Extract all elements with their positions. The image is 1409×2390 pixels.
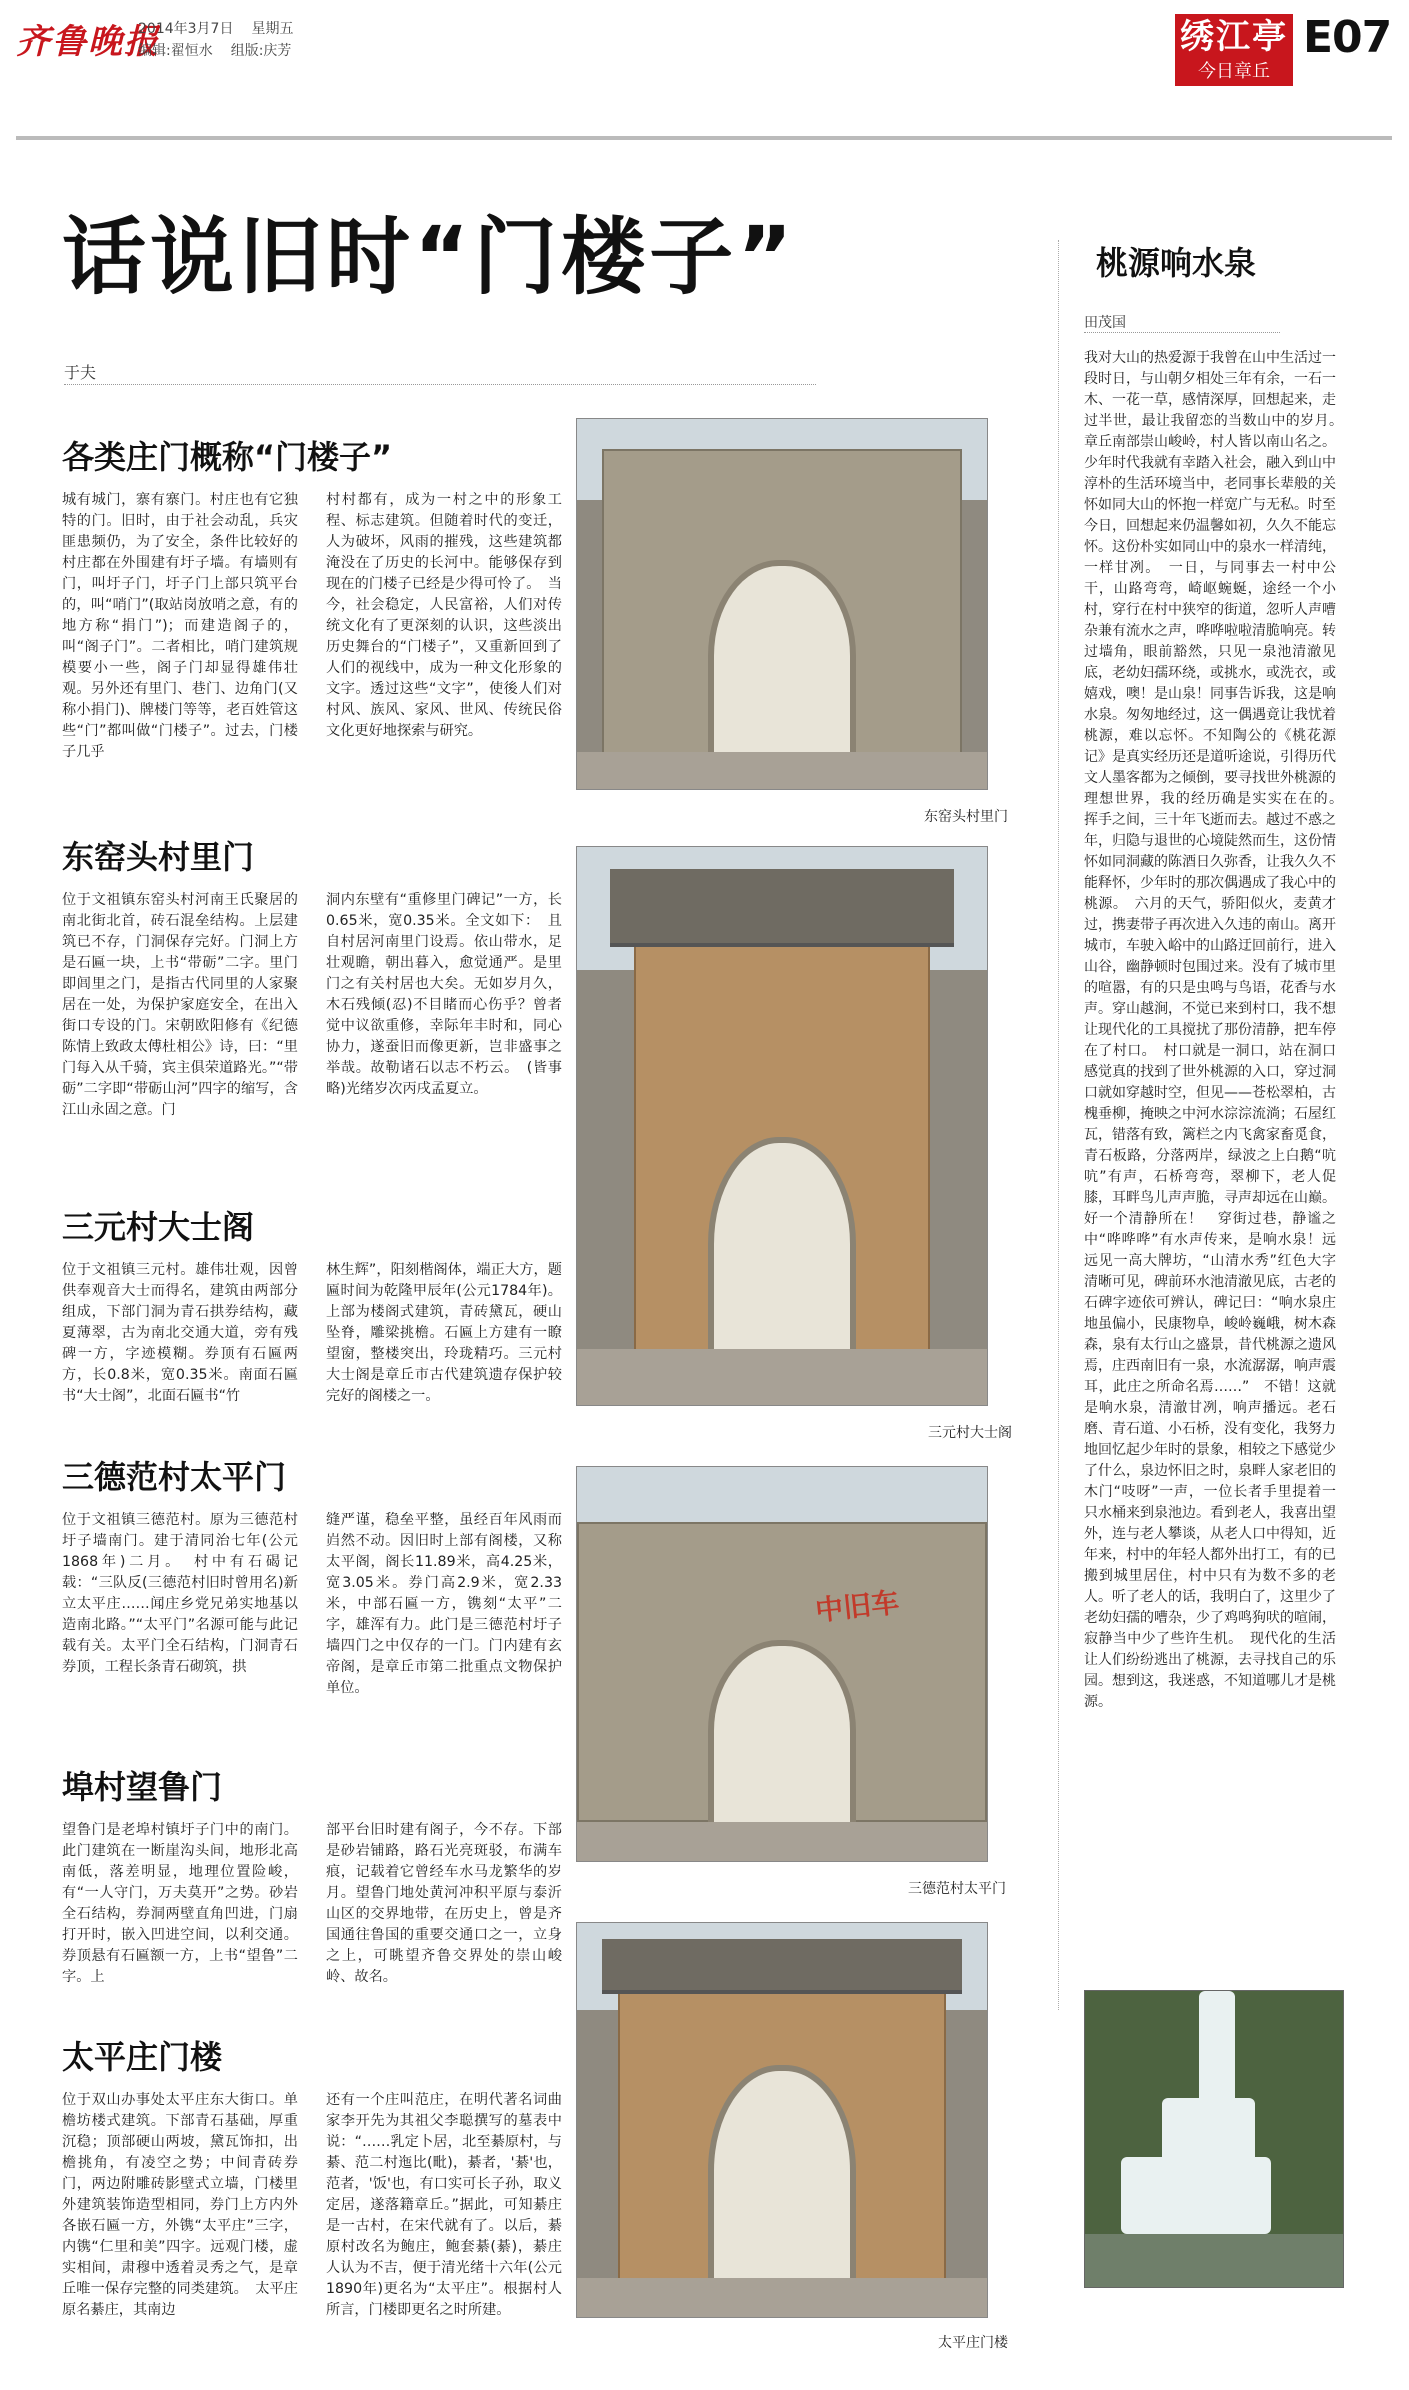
section-heading: 各类庄门概称“门楼子” [62, 438, 393, 476]
article-section [62, 832, 562, 1220]
article-section [62, 1762, 562, 2030]
photo-taiping-gatehouse [576, 1922, 988, 2318]
section-column: 村村都有，成为一村之中的形象工程、标志建筑。但随着时代的变迁，人为破坏，风雨的摧残，这些建筑都淹没在了历史的长河中。能够保存到现在的门楼子已经是少得可怜了。 当今，社会稳定，人民富裕，人们对传统文化有了更深刻的认识，这些淡出历史舞台的“门楼子”，又重新回到了人们的视线中，成为一种文化形象的文字。透过这些“文字”，使後人们对村风、族风、家风、世风、传统民俗文化更好地探索与研究。 [326, 492, 562, 739]
section-heading: 东窑头村里门 [62, 838, 255, 876]
section-column: 位于双山办事处太平庄东大街口。单檐坊楼式建筑。下部青石基础，厚重沉稳；顶部硬山两坡，黛瓦饰扣，出檐挑角，有凌空之势；中间青砖券门，两边附雕砖影壁式立墙，门楼里外建筑装饰造型相同，券门上方内外各嵌石匾一方，外镌“太平庄”三字，内镌“仁里和美”四字。远观门楼，虚实相间，肃穆中透着灵秀之气，是章丘唯一保存完整的同类建筑。 太平庄原名綦庄，其南边 [62, 2092, 298, 2318]
section-column: 位于文祖镇三德范村。原为三德范村圩子墙南门。建于清同治七年(公元1868年)二月。 村中有石碣记载：“三队反(三德范村旧时曾用名)新立太平庄……闻庄乡党兄弟实地基以造南北路。”“太平门”名源可能与此记载有关。太平门全石结构，门洞青石券顶，工程长条青石砌筑，拱 [62, 1512, 298, 1675]
section-column: 洞内东壁有“重修里门碑记”一方，长0.65米，宽0.35米。全文如下： 且自村居河南里门设焉。依山带水，足壮观瞻，朝出暮入，愈觉通严。是里门之有关村居也大矣。无如岁月久，木石残倾(忍)不目睹而心伤乎？曾者觉中议欲重修，幸际年丰时和，同心协力，遂蚕旧而像更新，岂非盛事之举哉。故勒诸石以志不朽云。 (皆事略)光绪岁次丙戌孟夏立。 [326, 892, 562, 1097]
paper-logo: 齐鲁晚报 [16, 22, 160, 62]
section-column: 林生辉”，阳刻楷阁体，端正大方，题匾时间为乾隆甲辰年(公元1784年)。上部为楼阁式建筑，青砖黛瓦，硬山坠脊，雕梁挑檐。石匾上方建有一瞭望窗，整楼突出，玲珑精巧。三元村大士阁是章丘市古代建筑遗存保护较完好的阁楼之一。 [326, 1262, 562, 1404]
article-title: 话说旧时“门楼子” [62, 208, 797, 306]
section-column: 缝严谨，稳垒平整，虽经百年风雨而岿然不动。因旧时上部有阁楼，又称太平阁，阁长11.89米，高4.25米，宽3.05米。券门高2.9米，宽2.33米，中部石匾一方，镌刻“太平”二字，雄浑有力。此门是三德范村圩子墙四门之中仅存的一门。门内建有玄帝阁，是章丘市第二批重点文物保护单位。 [326, 1512, 562, 1696]
section-badge [1175, 14, 1293, 86]
photo-sanyuan-pavilion [576, 846, 988, 1406]
section-subtitle: 今日章丘 [1198, 61, 1270, 82]
sidebar-body: 我对大山的热爱源于我曾在山中生活过一段时日，与山朝夕相处三年有余，一石一木、一花一草，感情深厚，回想起来，走过半世，最让我留恋的当数山中的岁月。 章丘南部崇山峻岭，村人皆以南山名之。少年时代我就有幸踏入社会，融入到山中淳朴的生活环境当中，老同事长辈般的关怀如同大山的怀抱一样宽广与无私。时至今日，回想起来仍温馨如初，久久不能忘怀。这份朴实如同山中的泉水一样清纯，一样甘冽。 一日，与同事去一村中公干，山路弯弯，崎岖蜿蜒，途经一个小村，穿行在村中狭窄的街道，忽听人声嘈杂兼有流水之声，哗哗啦啦清脆响亮。转过墙角，眼前豁然，只见一泉池清澈见底，老幼妇孺环绕，或挑水，或洗衣，或嬉戏，噢！是山泉！同事告诉我，这是响水泉。匆匆地经过，这一偶遇竟让我忧着桃源，难以忘怀。不知陶公的《桃花源记》是真实经历还是道听途说，引得历代文人墨客都为之倾倒，要寻找世外桃源的理想世界，我的经历确是实实在在的。 挥手之间，三十年飞逝而去。越过不惑之年，归隐与退世的心境陡然而生，这份情怀如同洞藏的陈酒日久弥香，让我久久不能释怀，少年时的那次偶遇成了我心中的桃源。 六月的天气，骄阳似火，麦黄才过，携妻带子再次进入久违的南山。离开城市，车驶入峪中的山路迂回前行，进入山谷，幽静顿时包围过来。没有了城市里的喧嚣，有的只是虫鸣与鸟语，花香与水声。穿山越涧，不觉已来到村口，我不想让现代化的工具搅扰了那份清静，把车停在了村口。 村口就是一洞口，站在洞口感觉真的找到了世外桃源的入口，穿过洞口就如穿越时空，但见——苍松翠柏，古槐垂柳，掩映之中河水淙淙流淌；石屋红瓦，错落有致，篱栏之内飞禽家畜觅食，青石板路，分落两岸，绿波之上白鹅“吭吭”有声，石桥弯弯，翠柳下，老人促膝，耳畔鸟儿声声脆，寻声却远在山巅。好一个清静所在！ 穿街过巷，静谧之中“哗哗哗”有水声传来，是响水泉！远远见一高大牌坊，“山清水秀”红色大字清晰可见，碑前环水池清澈见底，古老的石碑字迹依可辨认，碑记曰：“响水泉庄地虽偏小，民康物阜，峻岭巍峨，树木森森，泉有太行山之盛景，昔代桃源之遗风焉，庄西南旧有一泉，水流潺潺，响声震耳，此庄之所命名焉……” 不错！这就是响水泉，清澈甘冽，响声播远。老石磨、青石道、小石桥，没有变化，我努力地回忆起少年时的景象，相较之下感觉少了什么，泉边怀旧之时，泉畔人家老旧的木门“吱呀”一声，一位长者手里提着一只水桶来到泉池边。看到老人，我喜出望外，连与老人攀谈，从老人口中得知，近年来，村中的年轻人都外出打工，有的已搬到城里居住，村中只有为数不多的老人。听了老人的话，我明白了，这里少了老幼妇孺的嘈杂，少了鸡鸣狗吠的喧闹，寂静当中少了些许生机。 现代化的生活让人们纷纷逃出了桃源，去寻找自己的乐园。想到这，我迷惑，不知道哪儿才是桃源。 [1084, 350, 1350, 1710]
header-divider [16, 136, 1392, 140]
photo-caption: 三德范村太平门 [908, 1881, 1006, 1897]
sidebar-divider [1084, 332, 1280, 333]
sidebar-byline: 田茂国 [1084, 315, 1126, 331]
article-section [62, 1452, 562, 1762]
graffiti-text: 中旧车 [813, 1585, 901, 1628]
section-column: 位于文祖镇三元村。雄伟壮观，因曾供奉观音大士而得名，建筑由两部分组成，下部门洞为青石拱券结构，藏夏薄翠，古为南北交通大道，旁有残碑一方，字迹模糊。券顶有石匾两方，长0.8米，宽0.35米。南面石匾书“大士阁”，北面石匾书“竹 [62, 1262, 298, 1404]
section-name: 绣江亭 [1180, 17, 1288, 57]
article-section [62, 1202, 562, 1446]
issue-info [138, 18, 311, 62]
section-heading: 三德范村太平门 [62, 1458, 287, 1496]
section-column: 望鲁门是老埠村镇圩子门中的南门。此门建筑在一断崖沟头间，地形北高南低，落差明显，地理位置险峻，有“一人守门，万夫莫开”之势。砂岩全石结构，券洞两壁直角凹进，门扇打开时，嵌入凹进空间，以利交通。券顶悬有石匾额一方，上书“望鲁”二字。上 [62, 1822, 298, 1985]
sidebar-title: 桃源响水泉 [1096, 244, 1257, 282]
section-column: 部平台旧时建有阁子，今不存。下部是砂岩铺路，路石光亮斑驳，布满车痕，记载着它曾经车水马龙繁华的岁月。望鲁门地处黄河冲积平原与泰沂山区的交界地带，在历史上，曾是齐国通往鲁国的重要交通口之一，立身之上，可眺望齐鲁交界处的崇山峻岭、故名。 [326, 1822, 562, 1985]
photo-sandefan-gate [576, 1466, 988, 1862]
article-byline: 于夫 [64, 363, 97, 382]
section-column: 还有一个庄叫范庄，在明代著名词曲家李开先为其祖父李聪撰写的墓表中说：“……乳定卜居，北至綦原村，与綦、范二村迤比(毗)，綦者，'綦'也，范者，'饭'也，有口实可长子孙，取义定居，遂落籍章丘。”据此，可知綦庄是一古村，在宋代就有了。以后，綦原村改名为鲍庄，鲍套綦(綦)，綦庄人认为不吉，便于清光绪十六年(公元1890年)更名为“太平庄”。根据村人所言，门楼即更名之时所建。 [326, 2092, 562, 2318]
byline-divider [64, 384, 816, 385]
section-column: 城有城门，寨有寨门。村庄也有它独特的门。旧时，由于社会动乱，兵灾匪患频仍，为了安全，条件比较好的村庄都在外围建有圩子墙。有墙则有门，叫圩子门，圩子门上部只筑平台的，叫“哨门”(取站岗放哨之意，有的地方称“捐门”)；而建造阁子的，叫“阁子门”。二者相比，哨门建筑规模要小一些，阁子门却显得雄伟壮观。另外还有里门、巷门、边角门(又称小捐门)、牌楼门等等，老百姓管这些“门”都叫做“门楼子”。过去，门楼子几乎 [62, 492, 298, 760]
section-heading: 埠村望鲁门 [62, 1768, 223, 1806]
section-heading: 三元村大士阁 [62, 1208, 255, 1246]
issue-weekday: 星期五 [251, 21, 294, 37]
photo-dongyaotou-gate [576, 418, 988, 790]
photo-caption: 三元村大士阁 [928, 1425, 1012, 1441]
issue-date: 2014年3月7日 [138, 21, 234, 37]
column-divider [1058, 240, 1059, 2010]
layout-credit: 组版:庆芳 [230, 43, 292, 59]
photo-caption: 太平庄门楼 [938, 2335, 1008, 2351]
page-number: E07 [1303, 12, 1392, 63]
article-section [62, 432, 562, 802]
section-heading: 太平庄门楼 [62, 2038, 223, 2076]
photo-waterfall [1084, 1990, 1344, 2288]
section-column: 位于文祖镇东窑头村河南王氏聚居的南北街北首，砖石混垒结构。上层建筑已不存，门洞保存完好。门洞上方是石匾一块，上书“带砺”二字。里门即闾里之门，是指古代同里的人家聚居在一处，为保护家庭安全，在出入街口专设的门。宋朝欧阳修有《纪德陈情上致政太傅杜相公》诗，曰：“里门每入从千骑，宾主俱荣道路光。”“带砺”二字即“带砺山河”四字的缩写，含江山永固之意。门 [62, 892, 298, 1118]
editor-credit: 编辑:翟恒水 [138, 43, 213, 59]
masthead [0, 0, 1409, 140]
article-section [62, 2032, 562, 2390]
photo-caption: 东窑头村里门 [924, 809, 1008, 825]
